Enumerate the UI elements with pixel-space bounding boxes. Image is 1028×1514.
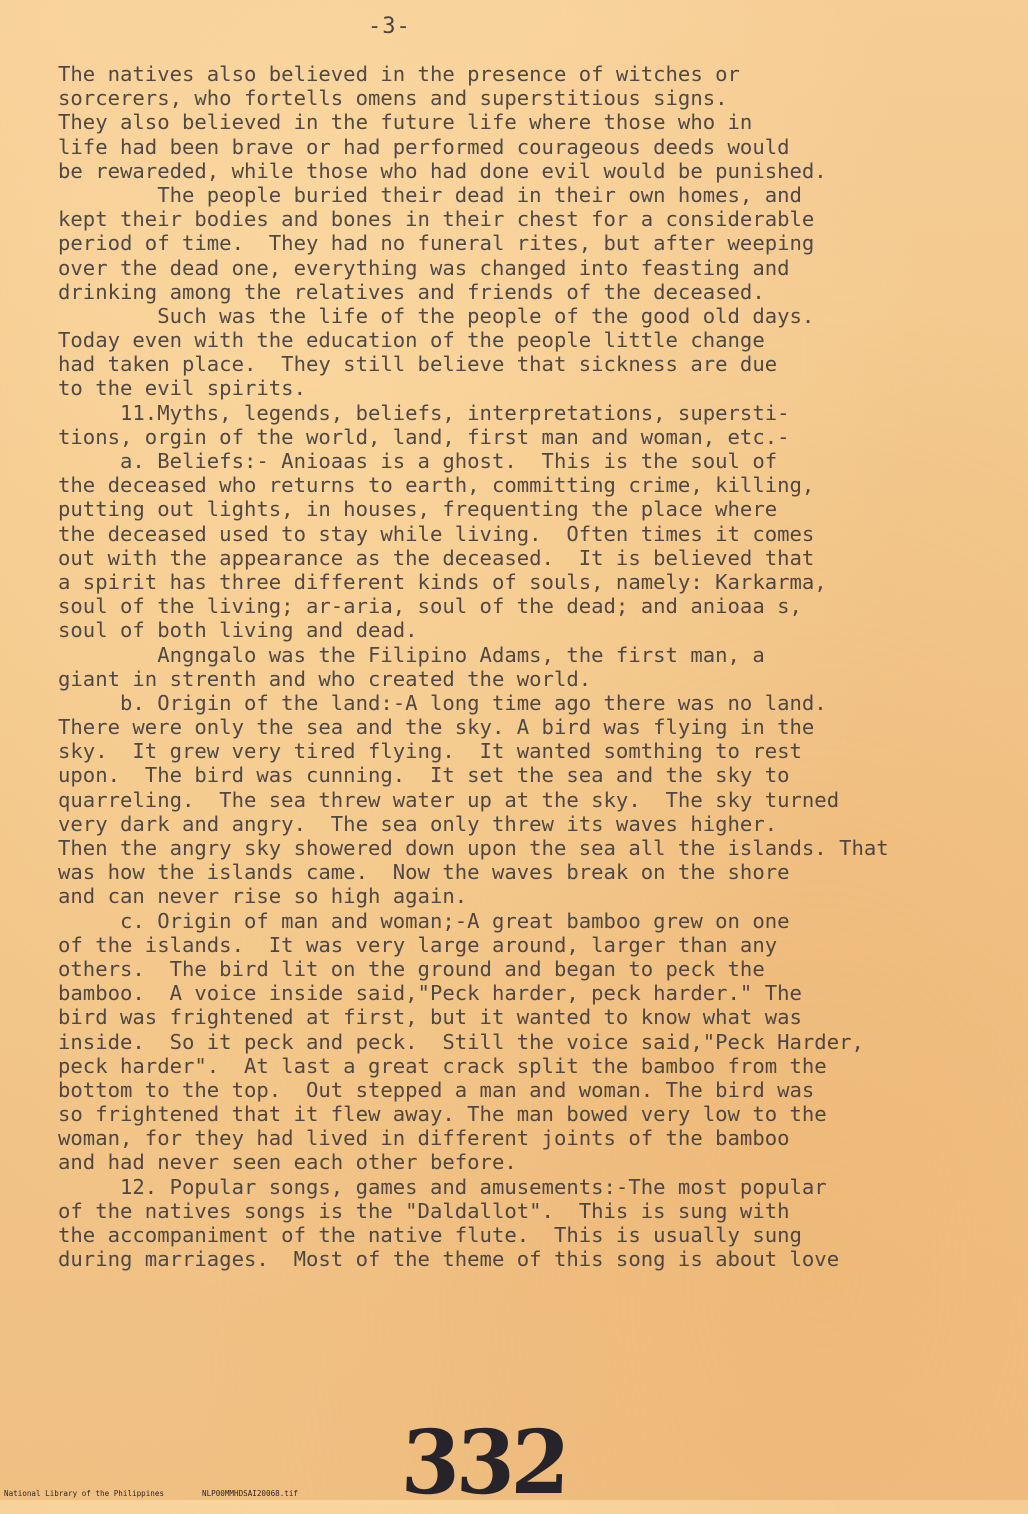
text-line: over the dead one, everything was changed into feasting and	[58, 255, 790, 280]
text-line: out with the appearance as the deceased. It is believed that	[58, 545, 815, 570]
text-line: a spirit has three different kinds of souls, namely: Karkarma,	[58, 569, 827, 594]
text-line: The natives also believed in the presence of witches or	[58, 62, 740, 86]
text-line: during marriages. Most of the theme of this song is about love	[58, 1247, 840, 1272]
footer-filename: NLP00MMHDSAI20068.tif	[202, 1489, 299, 1498]
text-line: kept their bodies and bones in their chest for a considerable	[58, 207, 815, 232]
text-line: Today even with the education of the people little change	[58, 328, 765, 353]
subsection-origin-of-man-and-woman: c. Origin of man and woman;-A great bamboo grew on one	[58, 908, 790, 933]
text-line: upon. The bird was cunning. It set the sea and the sky to	[58, 763, 790, 788]
text-line: and had never seen each other before.	[58, 1150, 517, 1175]
text-line: be rewareded, while those who had done evil would be punished.	[58, 158, 827, 183]
text-line: putting out lights, in houses, frequenting the place where	[58, 497, 778, 522]
text-line: soul of the living; ar-aria, soul of the dead; and anioaa s,	[58, 594, 802, 619]
subsection-origin-of-land: b. Origin of the land:-A long time ago there was no land.	[58, 690, 827, 715]
text-line: sorcerers, who fortells omens and superstitious signs.	[58, 86, 728, 111]
typescript-body	[58, 62, 1008, 1271]
subsection-beliefs: a. Beliefs:- Anioaas is a ghost. This is the soul of	[58, 449, 778, 473]
text-line: Angngalo was the Filipino Adams, the first man, a	[58, 642, 765, 667]
text-line: so frightened that it flew away. The man bowed very low to the	[58, 1102, 827, 1127]
text-line: life had been brave or had performed courageous deeds would	[58, 134, 790, 159]
text-line: The people buried their dead in their own homes, and	[58, 182, 802, 207]
text-line: of the natives songs is the "Daldallot". This is sung with	[58, 1198, 790, 1223]
text-line: had taken place. They still believe that sickness are due	[58, 352, 778, 377]
text-line: bird was frightened at first, but it wanted to know what was	[58, 1005, 802, 1030]
text-line: period of time. They had no funeral rites, but after weeping	[58, 231, 815, 256]
text-line: inside. So it peck and peck. Still the voice said,"Peck Harder,	[58, 1029, 864, 1054]
page-number: -3-	[368, 14, 411, 39]
text-line: bamboo. A voice inside said,"Peck harder, peck harder." The	[58, 981, 802, 1006]
text-line: tions, orgin of the world, land, first man and woman, etc.-	[58, 424, 790, 449]
text-line: to the evil spirits.	[58, 376, 306, 401]
text-line: There were only the sea and the sky. A bird was flying in the	[58, 715, 815, 740]
section-heading-11: 11.Myths, legends, beliefs, interpretations, supersti-	[58, 400, 790, 425]
text-line: sky. It grew very tired flying. It wanted somthing to rest	[58, 739, 802, 764]
text-line: soul of both living and dead.	[58, 618, 418, 643]
text-line: was how the islands came. Now the waves break on the shore	[58, 860, 790, 885]
text-line: They also believed in the future life where those who in	[58, 110, 753, 135]
footer-credit: National Library of the Philippines	[4, 1489, 165, 1498]
text-line: very dark and angry. The sea only threw its waves higher.	[58, 811, 778, 836]
text-line: woman, for they had lived in different joints of the bamboo	[58, 1126, 790, 1151]
text-line: the deceased who returns to earth, committing crime, killing,	[58, 473, 815, 498]
text-line: giant in strenth and who created the world.	[58, 666, 592, 691]
text-line: Then the angry sky showered down upon the sea all the islands. That	[58, 836, 889, 860]
text-line: the accompaniment of the native flute. This is usually sung	[58, 1223, 802, 1247]
text-line: the deceased used to stay while living. Often times it comes	[58, 521, 815, 546]
text-line: of the islands. It was very large around, larger than any	[58, 932, 778, 957]
section-heading-12: 12. Popular songs, games and amusements:-The most popular	[58, 1174, 827, 1199]
text-line: Such was the life of the people of the good old days.	[58, 303, 815, 328]
text-line: others. The bird lit on the ground and began to peck the	[58, 956, 765, 981]
text-line: quarreling. The sea threw water up at the sky. The sky turned	[58, 787, 840, 812]
text-line: bottom to the top. Out stepped a man and woman. The bird was	[58, 1077, 815, 1102]
folio-number: 332	[399, 1410, 569, 1514]
text-line: and can never rise so high again.	[58, 884, 468, 909]
text-line: peck harder". At last a great crack split the bamboo from the	[58, 1053, 827, 1078]
text-line: drinking among the relatives and friends of the deceased.	[58, 279, 765, 304]
